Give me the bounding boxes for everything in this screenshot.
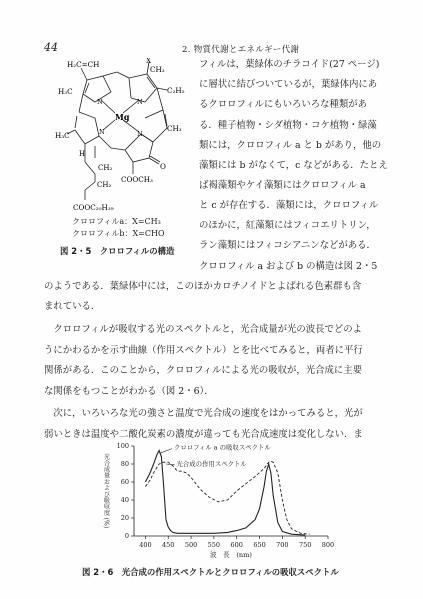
x-tick-label: 650	[253, 541, 266, 549]
label-n3: N	[99, 128, 105, 136]
annotation-leader	[166, 464, 175, 465]
text-line: 類には，クロロフィル a と b があり，他の	[199, 140, 382, 151]
label-n2: N	[137, 98, 143, 106]
label-c2h5: C₂H₅	[167, 86, 185, 95]
x-tick-label: 450	[162, 541, 175, 549]
annotation-action: 光合成の作用スペクトル	[176, 459, 247, 468]
label-n1: N	[97, 98, 103, 106]
y-tick-label: 20	[120, 514, 129, 523]
text-line: クロロフィルが吸収する光のスペクトルと，光合成量が光の波長でどのよ	[44, 324, 363, 335]
x-tick-label: 800	[321, 541, 335, 549]
label-ch2a: CH₂	[98, 164, 113, 172]
label-ch2b: CH₂	[97, 181, 112, 189]
text-line: ラン藻類にはフィコシアニンなどがある．	[199, 240, 376, 251]
legend-chlorophyll-a: クロロフィルa：X=CH₃	[72, 217, 161, 226]
x-tick-label: 750	[298, 541, 312, 549]
text-line: な関係をもつことがわかる（図 2・6）．	[44, 386, 214, 397]
page-number: 44	[44, 41, 58, 54]
y-tick-label: 0	[124, 532, 129, 541]
x-tick-label: 550	[207, 541, 221, 549]
spectrum-chart	[100, 440, 340, 558]
text-line: フィルは，葉緑体のチラコイド(27 ページ)	[199, 59, 380, 70]
text-line: 弱いときは温度や二酸化炭素の濃度が違っても光合成速度は変化しない．ま	[44, 429, 363, 440]
x-tick-label: 600	[230, 541, 243, 549]
text-line: クロロフィル a および b の構造は図 2・5	[199, 261, 378, 272]
figure-2-5-caption: 図 2・5 クロロフィルの構造	[60, 246, 175, 256]
chlorophyll-structure-diagram	[55, 58, 190, 213]
text-line: に層状に結びついているが，葉緑体内にあ	[199, 79, 378, 90]
annotation-absorption: クロロフィル a の吸収スペクトル	[173, 443, 271, 452]
label-cooch3: COOCH₃	[121, 175, 153, 184]
y-tick-label: 60	[120, 478, 129, 487]
legend-chlorophyll-b: クロロフィルb：X=CHO	[72, 229, 165, 238]
x-tick-label: 700	[276, 541, 289, 549]
text-line: ば褐藻類やケイ藻類にはクロロフィル a	[199, 180, 366, 191]
text-line: うにかわるかを示す曲線（作用スペクトル）とを比べてみると，両者に平行	[44, 345, 363, 356]
text-line: 次に，いろいろな光の強さと温度で光合成の速度をはかってみると，光が	[44, 408, 363, 419]
text-line: 関係がある．このことから，クロロフィルによる光の吸収が，光合成に主要	[44, 365, 363, 376]
text-line: る．種子植物・シダ植物・コケ植物・緑藻	[199, 120, 377, 131]
label-o: O	[160, 162, 166, 171]
label-x: X	[146, 58, 152, 65]
label-mg: Mg	[115, 112, 130, 122]
x-tick-label: 500	[184, 541, 198, 549]
text-line: と c が存在する．藻類には，クロロフィル	[199, 200, 379, 211]
label-h3c-left: H₃C	[58, 87, 73, 96]
label-ch3-right: CH₃	[150, 65, 165, 74]
figure-2-6-caption: 図 2・6 光合成の作用スペクトルとクロロフィルの吸収スペクトル	[82, 567, 339, 577]
annotation-leader	[160, 449, 172, 454]
label-h3c-lower: H₃C	[55, 131, 70, 140]
label-h: H	[79, 150, 86, 158]
text-line: まれている．	[44, 301, 101, 312]
y-tick-label: 80	[120, 460, 129, 469]
label-vinyl: H₂C=CH	[67, 60, 100, 69]
y-axis-label: 光合成量および吸収度 (%)	[102, 453, 110, 529]
text-line: 藻類には b がなくて，c などがある．たとえ	[199, 160, 388, 171]
text-line: のようである．葉緑体中には，このほかカロチノイドとよばれる色素群も含	[44, 281, 362, 292]
y-tick-label: 100	[116, 442, 129, 451]
label-n4: N	[137, 130, 143, 138]
x-tick-label: 400	[139, 541, 152, 549]
text-line: るクロロフィルにもいろいろな種類があ	[199, 99, 368, 110]
series-line-action	[145, 461, 309, 534]
text-line: のほかに，紅藻類にはフィコエリトリン，	[199, 220, 376, 231]
label-cooc20: COOC₂₀H₃₉	[73, 203, 114, 212]
label-ch3-lower: CH₃	[167, 124, 182, 133]
y-tick-label: 40	[120, 496, 129, 505]
running-title: 2. 物質代謝とエネルギー代謝	[182, 45, 300, 55]
x-axis-label: 波 長 (nm)	[209, 551, 253, 558]
